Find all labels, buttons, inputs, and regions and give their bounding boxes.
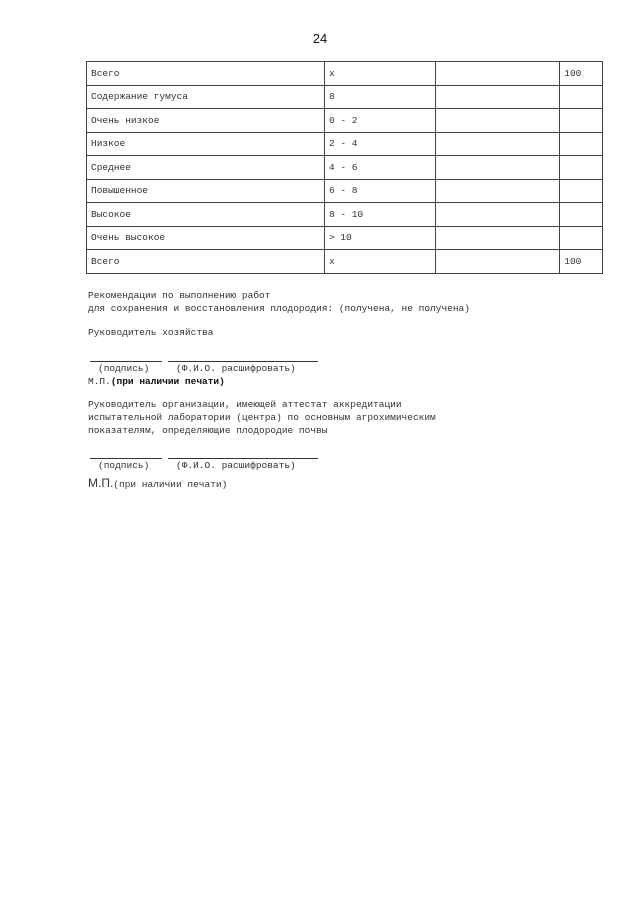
- table-cell-col4: [560, 179, 603, 203]
- seal-note: [88, 376, 225, 387]
- table-cell-col3: [436, 109, 560, 133]
- page-number: 24: [312, 31, 328, 46]
- recommendations-line-2: для сохранения и восстановления плодородия: (получена, не получена): [88, 303, 470, 314]
- table-cell-range: 4 - 6: [324, 156, 435, 180]
- name-line: [168, 458, 318, 459]
- table-cell-name: Среднее: [87, 156, 325, 180]
- table-row: [87, 85, 603, 109]
- name-label: (Ф.И.О. расшифровать): [176, 460, 296, 471]
- table-cell-name: Высокое: [87, 203, 325, 227]
- table-row: [87, 203, 603, 227]
- seal-abbrev: М.П.: [88, 476, 114, 490]
- table-cell-name: Повышенное: [87, 179, 325, 203]
- table-cell-range: > 10: [324, 226, 435, 250]
- table-row: [87, 132, 603, 156]
- table-cell-col3: [436, 250, 560, 274]
- table-cell-range: 8: [324, 85, 435, 109]
- table-cell-col4: 100: [560, 62, 603, 86]
- table-cell-range: 0 - 2: [324, 109, 435, 133]
- table-row: [87, 62, 603, 86]
- table-cell-col3: [436, 85, 560, 109]
- table-row: [87, 179, 603, 203]
- name-line: [168, 361, 318, 362]
- table-cell-col4: [560, 85, 603, 109]
- data-table: [86, 61, 603, 274]
- recommendations-line-1: Рекомендации по выполнению работ: [88, 290, 271, 301]
- table-cell-col3: [436, 132, 560, 156]
- table-cell-col3: [436, 179, 560, 203]
- table-row: [87, 226, 603, 250]
- table-cell-range: 2 - 4: [324, 132, 435, 156]
- table-cell-col3: [436, 226, 560, 250]
- signature-line: [90, 458, 162, 459]
- table-cell-col4: 100: [560, 250, 603, 274]
- table-cell-range: x: [324, 250, 435, 274]
- signature-label: (подпись): [98, 363, 150, 374]
- org-head-line-1: Руководитель организации, имеющей аттестат аккредитации: [88, 399, 402, 410]
- seal-note-text: (при наличии печати): [110, 376, 225, 387]
- table-cell-range: 6 - 8: [324, 179, 435, 203]
- table-cell-name: Очень высокое: [87, 226, 325, 250]
- signature-line: [90, 361, 162, 362]
- org-head-line-3: показателям, определяющие плодородие почвы: [88, 425, 328, 436]
- table-cell-col4: [560, 203, 603, 227]
- table-cell-range: x: [324, 62, 435, 86]
- org-head-line-2: испытательной лаборатории (центра) по основным агрохимическим: [88, 412, 436, 423]
- seal-note-text: (при наличии печати): [113, 479, 228, 490]
- table-cell-name: Очень низкое: [87, 109, 325, 133]
- table-body: [87, 62, 603, 274]
- table-cell-col3: [436, 62, 560, 86]
- seal-abbrev: М.П.: [88, 376, 111, 387]
- table-cell-col4: [560, 132, 603, 156]
- table-cell-col3: [436, 156, 560, 180]
- table-row: [87, 156, 603, 180]
- farm-head-title: Руководитель хозяйства: [88, 327, 214, 338]
- signature-label: (подпись): [98, 460, 150, 471]
- table-cell-col4: [560, 226, 603, 250]
- seal-note: [88, 474, 227, 492]
- table-row: [87, 250, 603, 274]
- table-cell-name: Низкое: [87, 132, 325, 156]
- table-cell-col4: [560, 156, 603, 180]
- table-cell-name: Всего: [87, 250, 325, 274]
- name-label: (Ф.И.О. расшифровать): [176, 363, 296, 374]
- table-cell-col4: [560, 109, 603, 133]
- table-row: [87, 109, 603, 133]
- table-cell-col3: [436, 203, 560, 227]
- table-cell-name: Содержание гумуса: [87, 85, 325, 109]
- table-cell-name: Всего: [87, 62, 325, 86]
- table-cell-range: 8 - 10: [324, 203, 435, 227]
